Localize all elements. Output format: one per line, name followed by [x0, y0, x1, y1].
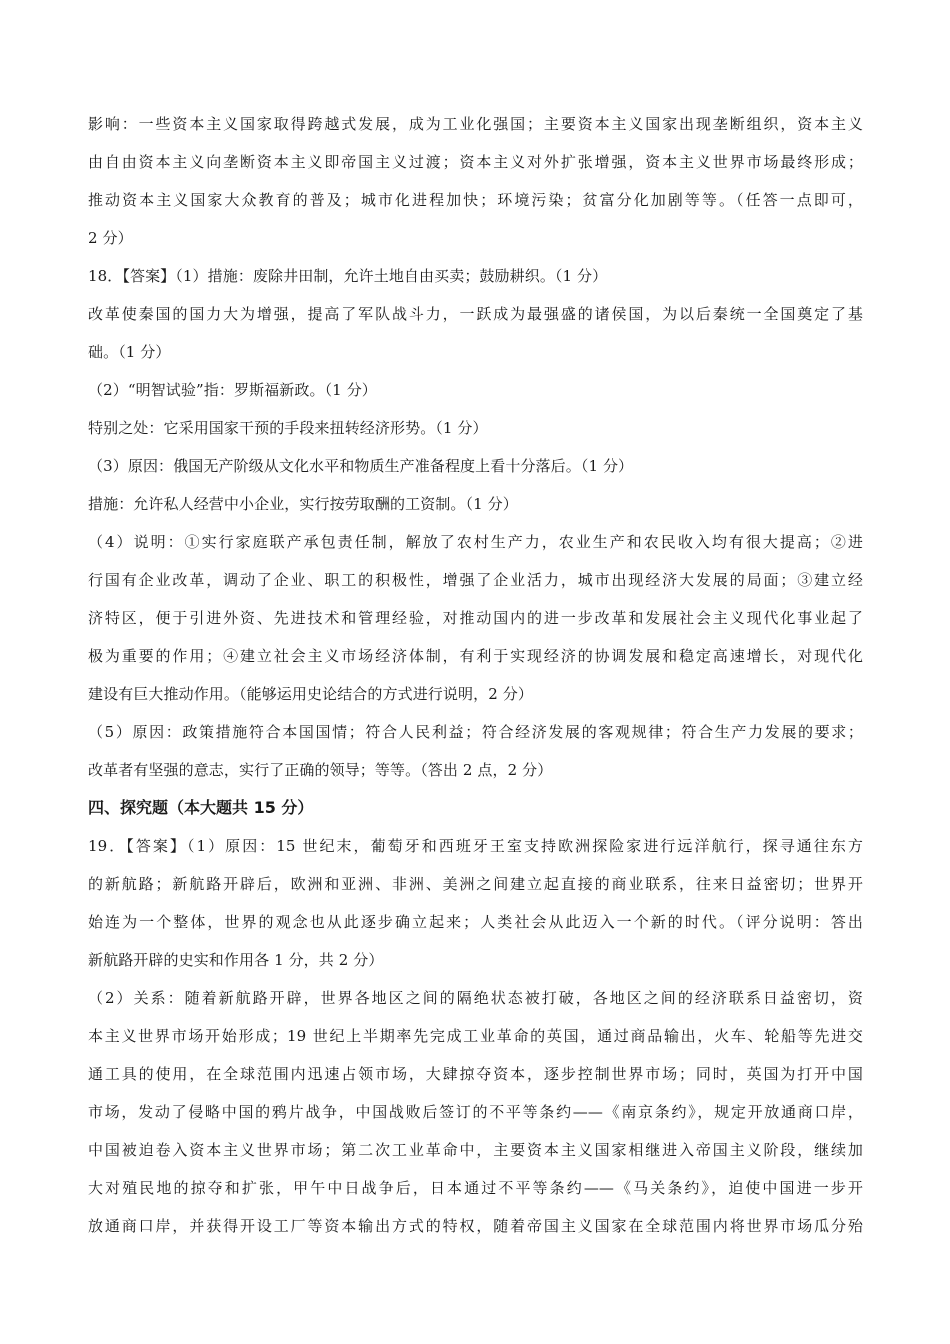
text-line: 放通商口岸，并获得开设工厂等资本输出方式的特权，随着帝国主义国家在全球范围内将世界市场瓜分殆 [88, 1217, 863, 1235]
text-line: 础。（1 分） [88, 343, 171, 361]
text-line: 2 分） [88, 229, 133, 247]
text-line: （2）关系：随着新航路开辟，世界各地区之间的隔绝状态被打破，各地区之间的经济联系日益密切，资 [88, 989, 863, 1007]
text-line: 由自由资本主义向垄断资本主义即帝国主义过渡；资本主义对外扩张增强，资本主义世界市场最终形成； [88, 153, 863, 171]
text-line: 推动资本主义国家大众教育的普及；城市化进程加快；环境污染；贫富分化加剧等等。（任答一点即可， [88, 191, 863, 209]
answer-19-heading: 19．【答案】（1）原因：15 世纪末，葡萄牙和西班牙王室支持欧洲探险家进行远洋航行，探寻通往东方 [88, 837, 863, 855]
text-line: 中国被迫卷入资本主义世界市场；第二次工业革命中，主要资本主义国家相继进入帝国主义阶段，继续加 [88, 1141, 863, 1159]
text-line: 极为重要的作用；④建立社会主义市场经济体制，有利于实现经济的协调发展和稳定高速增长，对现代化 [88, 647, 863, 665]
text-line: 改革使秦国的国力大为增强，提高了军队战斗力，一跃成为最强盛的诸侯国，为以后秦统一全国奠定了基 [88, 305, 863, 323]
text-line: 本主义世界市场开始形成；19 世纪上半期率先完成工业革命的英国，通过商品输出，火车、轮船等先进交 [88, 1027, 863, 1045]
text-line: 始连为一个整体，世界的观念也从此逐步确立起来；人类社会从此迈入一个新的时代。（评分说明：答出 [88, 913, 863, 931]
text-line: 的新航路；新航路开辟后，欧洲和亚洲、非洲、美洲之间建立起直接的商业联系，往来日益密切；世界开 [88, 875, 863, 893]
text-line: 建设有巨大推动作用。（能够运用史论结合的方式进行说明，2 分） [88, 685, 533, 703]
text-line: 特别之处：它采用国家干预的手段来扭转经济形势。（1 分） [88, 419, 488, 437]
text-line: 行国有企业改革，调动了企业、职工的积极性，增强了企业活力，城市出现经济大发展的局面；③建立经 [88, 571, 863, 589]
text-line: （4）说明：①实行家庭联产承包责任制，解放了农村生产力，农业生产和农民收入均有很大提高；②进 [88, 533, 863, 551]
text-line: 市场，发动了侵略中国的鸦片战争，中国战败后签订的不平等条约——《南京条约》，规定开放通商口岸， [88, 1103, 863, 1121]
text-line: 改革者有坚强的意志，实行了正确的领导；等等。（答出 2 点，2 分） [88, 761, 553, 779]
text-line: 大对殖民地的掠夺和扩张，甲午中日战争后，日本通过不平等条约——《马关条约》，迫使中国进一步开 [88, 1179, 863, 1197]
text-line: 通工具的使用，在全球范围内迅速占领市场，大肆掠夺资本，逐步控制世界市场；同时，英国为打开中国 [88, 1065, 863, 1083]
answer-18-heading: 18．【答案】（1）措施：废除井田制，允许土地自由买卖；鼓励耕织。（1 分） [88, 267, 608, 285]
text-line: 措施：允许私人经营中小企业，实行按劳取酬的工资制。（1 分） [88, 495, 518, 513]
text-line: （2）“明智试验”指：罗斯福新政。（1 分） [88, 381, 377, 399]
text-line: （3）原因：俄国无产阶级从文化水平和物质生产准备程度上看十分落后。（1 分） [88, 457, 634, 475]
section-heading: 四、探究题（本大题共 15 分） [88, 798, 314, 817]
document-page [88, 114, 863, 1254]
text-line: 新航路开辟的史实和作用各 1 分，共 2 分） [88, 951, 384, 969]
text-line: 影响：一些资本主义国家取得跨越式发展，成为工业化强国；主要资本主义国家出现垄断组织，资本主义 [88, 115, 863, 133]
text-line: 济特区，便于引进外资、先进技术和管理经验，对推动国内的进一步改革和发展社会主义现代化事业起了 [88, 609, 863, 627]
text-line: （5）原因：政策措施符合本国国情；符合人民利益；符合经济发展的客观规律；符合生产力发展的要求； [88, 723, 863, 741]
